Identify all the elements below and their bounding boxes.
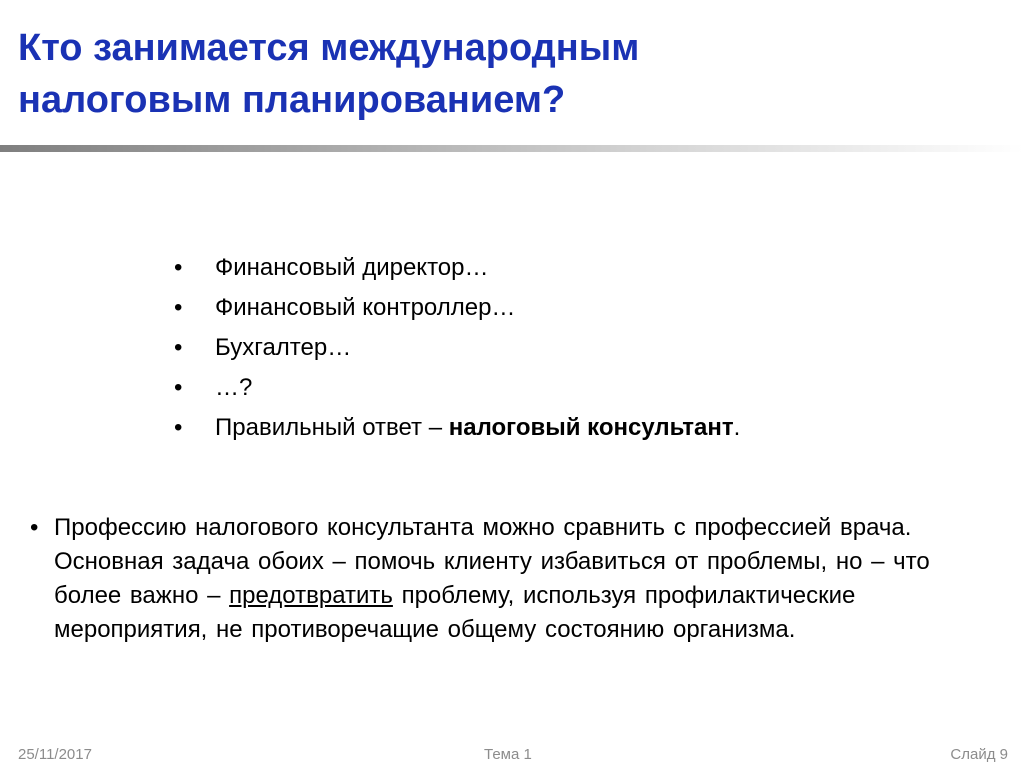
answer-highlight: налоговый консультант [448, 414, 734, 441]
paragraph-part-2: проблему, используя профилактические мероприятия, не противоречащие общему состоянию организма. [54, 582, 856, 643]
slide-title [18, 22, 918, 126]
slide-title-line-1: Кто занимается международным [18, 27, 640, 69]
paragraph-part-1: Профессию налогового консультанта можно сравнить с профессией врача. Основная задача обоих – помочь клиенту избавиться от проблемы, но – что более важно – [54, 514, 930, 609]
bullet-item-answer [170, 408, 740, 448]
answer-suffix: . [733, 414, 741, 441]
paragraph-text [54, 511, 980, 647]
explanation-paragraph [30, 511, 980, 647]
bullet-dot-icon: • [174, 414, 183, 441]
bullet-dot-icon: • [174, 254, 183, 281]
footer-topic: Тема 1 [484, 746, 532, 763]
bullet-text: Бухгалтер… [215, 334, 352, 361]
answer-prefix: Правильный ответ – [215, 414, 449, 441]
paragraph-underlined-word: предотвратить [229, 582, 393, 609]
bullet-text: Финансовый директор… [215, 254, 489, 281]
bullet-item [170, 248, 740, 288]
bullet-item [170, 288, 740, 328]
bullet-list [170, 248, 740, 448]
bullet-text: …? [215, 374, 253, 401]
bullet-dot-icon: • [174, 374, 183, 401]
bullet-text: Финансовый контроллер… [215, 294, 516, 321]
bullet-dot-icon: • [30, 514, 39, 541]
title-divider [0, 145, 1024, 152]
footer-slide-number: Слайд 9 [950, 746, 1008, 763]
bullet-dot-icon: • [174, 334, 183, 361]
bullet-item [170, 328, 740, 368]
bullet-dot-icon: • [174, 294, 183, 321]
bullet-item [170, 368, 740, 408]
footer-date: 25/11/2017 [18, 746, 92, 763]
slide-title-line-2: налоговым планированием? [18, 79, 566, 121]
